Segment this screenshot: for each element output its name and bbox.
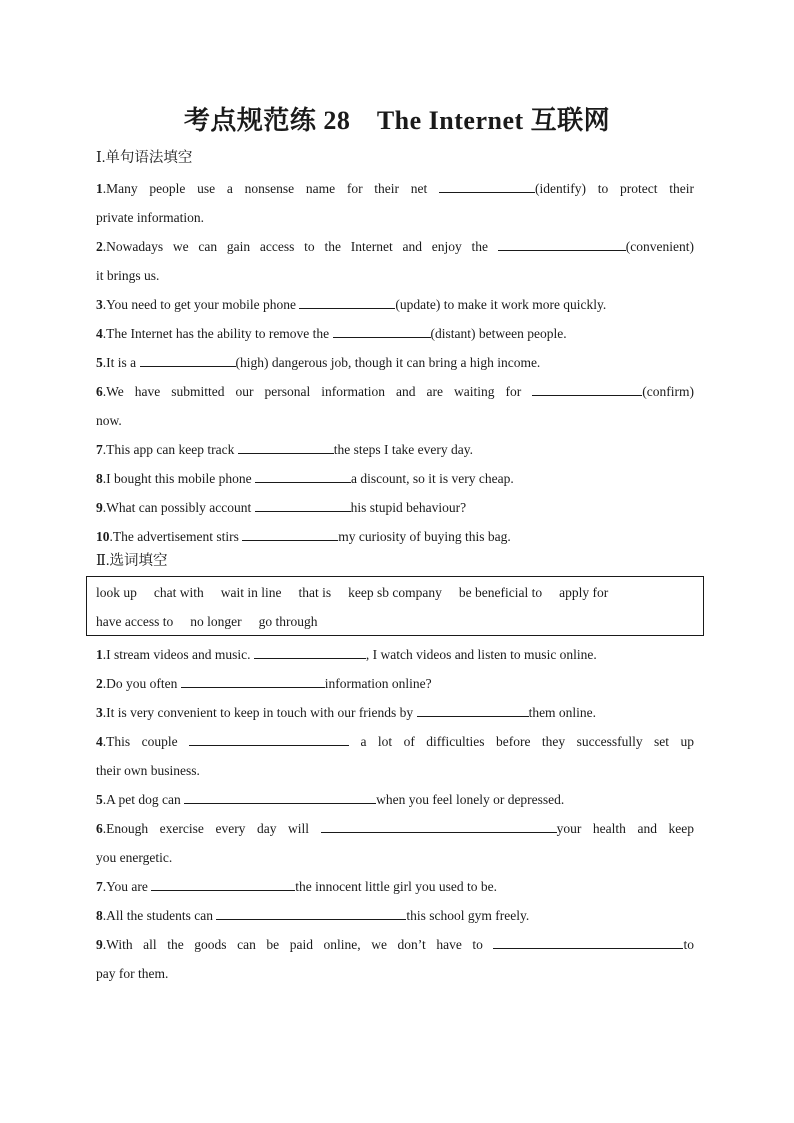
exercise-number: 6: [96, 821, 103, 836]
answer-blank[interactable]: [532, 378, 642, 396]
exercise-text: .What can possibly account: [102, 500, 255, 515]
exercise-text: .I stream videos and music.: [102, 647, 254, 662]
exercise-number: 1: [96, 181, 103, 196]
exercise-number: 7: [96, 879, 103, 894]
word-bank-row: [96, 606, 694, 635]
exercise-text: .This couple: [102, 734, 190, 749]
word-bank-phrase: wait in line: [220, 585, 282, 600]
fill-3-line: [96, 698, 694, 727]
word-bank-box: [86, 576, 704, 636]
exercise-3-line: [96, 290, 694, 319]
word-bank-phrase: look up: [96, 585, 137, 600]
exercise-text: .It is very convenient to keep in touch with our friends by: [102, 705, 417, 720]
exercise-number: 10: [96, 529, 110, 544]
exercise-number: 2: [96, 239, 103, 254]
fill-2-line: [96, 669, 694, 698]
exercise-number: 7: [96, 442, 103, 457]
answer-blank[interactable]: [151, 873, 295, 891]
fill-6-line: [96, 814, 694, 843]
exercise-number: 3: [96, 705, 103, 720]
exercise-text: .This app can keep track: [102, 442, 238, 457]
exercise-text: .Nowadays we can gain access to the Internet and enjoy the: [102, 239, 498, 254]
word-bank-phrase: no longer: [190, 614, 242, 629]
exercise-number: 3: [96, 297, 103, 312]
answer-blank[interactable]: [333, 320, 431, 338]
word-bank-phrase: go through: [258, 614, 318, 629]
exercise-number: 2: [96, 676, 103, 691]
exercise-text: them online.: [528, 705, 597, 720]
exercise-text: the steps I take every day.: [333, 442, 474, 457]
exercise-9-line: [96, 493, 694, 522]
exercise-2-line: [96, 232, 694, 261]
exercise-text: his stupid behaviour?: [350, 500, 467, 515]
fill-4-line: [96, 727, 694, 756]
answer-blank[interactable]: [498, 233, 626, 251]
exercise-text: , I watch videos and listen to music online.: [365, 647, 597, 662]
exercise-text: (high) dangerous job, though it can bring a high income.: [235, 355, 541, 370]
answer-blank[interactable]: [417, 699, 529, 717]
exercise-text: .We have submitted our personal information and are waiting for: [102, 384, 533, 399]
exercise-text: the innocent little girl you used to be.: [295, 879, 497, 894]
exercise-text: (identify) to protect their: [535, 181, 694, 196]
exercise-number: 6: [96, 384, 103, 399]
exercise-number: 8: [96, 471, 103, 486]
exercise-number: 5: [96, 355, 103, 370]
section-1-heading: Ⅰ.单句语法填空: [96, 150, 193, 166]
answer-blank[interactable]: [299, 291, 395, 309]
section-2-exercises: [96, 640, 694, 988]
exercise-text: when you feel lonely or depressed.: [376, 792, 565, 807]
exercise-number: 8: [96, 908, 103, 923]
fill-9-line: [96, 930, 694, 959]
answer-blank[interactable]: [184, 786, 376, 804]
exercise-text: this school gym freely.: [406, 908, 530, 923]
exercise-number: 9: [96, 937, 103, 952]
word-bank-phrase: chat with: [153, 585, 204, 600]
answer-blank[interactable]: [255, 494, 351, 512]
exercise-text: .A pet dog can: [102, 792, 185, 807]
section-1-exercises: [96, 174, 694, 551]
answer-blank[interactable]: [140, 349, 236, 367]
exercise-text: (update) to make it work more quickly.: [395, 297, 607, 312]
exercise-number: 5: [96, 792, 103, 807]
answer-blank[interactable]: [181, 670, 325, 688]
answer-blank[interactable]: [255, 465, 351, 483]
exercise-text: to: [683, 937, 694, 952]
exercise-text: .You need to get your mobile phone: [102, 297, 300, 312]
exercise-10-line: [96, 522, 694, 551]
exercise-text: .Many people use a nonsense name for their net: [102, 181, 440, 196]
section-2-heading: Ⅱ.选词填空: [96, 553, 168, 569]
exercise-1-cont: private information.: [96, 210, 204, 225]
exercise-8-line: [96, 464, 694, 493]
fill-4-cont: their own business.: [96, 763, 200, 778]
word-bank-phrase: keep sb company: [348, 585, 442, 600]
exercise-text: .With all the goods can be paid online, we don’t have to: [102, 937, 494, 952]
exercise-text: information online?: [324, 676, 432, 691]
answer-blank[interactable]: [493, 931, 683, 949]
word-bank-phrase: be beneficial to: [458, 585, 543, 600]
exercise-text: .You are: [102, 879, 152, 894]
exercise-text: a lot of difficulties before they successfully set up: [349, 734, 694, 749]
fill-1-line: [96, 640, 694, 669]
exercise-4-line: [96, 319, 694, 348]
answer-blank[interactable]: [321, 815, 557, 833]
exercise-text: (confirm): [642, 384, 694, 399]
exercise-1-line: [96, 174, 694, 203]
word-bank-phrase: have access to: [96, 614, 174, 629]
exercise-7-line: [96, 435, 694, 464]
fill-6-cont: you energetic.: [96, 850, 173, 865]
exercise-text: .All the students can: [102, 908, 217, 923]
fill-7-line: [96, 872, 694, 901]
exercise-number: 4: [96, 326, 103, 341]
exercise-text: .The advertisement stirs: [109, 529, 243, 544]
page-title: 考点规范练 28 The Internet 互联网: [183, 106, 611, 135]
exercise-number: 9: [96, 500, 103, 515]
fill-8-line: [96, 901, 694, 930]
exercise-text: .Enough exercise every day will: [102, 821, 321, 836]
exercise-text: (convenient): [625, 239, 694, 254]
answer-blank[interactable]: [189, 728, 349, 746]
exercise-text: a discount, so it is very cheap.: [351, 471, 514, 486]
word-bank-phrase: that is: [298, 585, 332, 600]
exercise-text: .It is a: [102, 355, 140, 370]
answer-blank[interactable]: [254, 641, 366, 659]
exercise-text: .I bought this mobile phone: [102, 471, 255, 486]
word-bank-row: [96, 577, 694, 606]
answer-blank[interactable]: [238, 436, 334, 454]
word-bank-phrase: apply for: [559, 585, 609, 600]
exercise-text: (distant) between people.: [430, 326, 567, 341]
exercise-text: my curiosity of buying this bag.: [338, 529, 511, 544]
exercise-text: .Do you often: [102, 676, 181, 691]
answer-blank[interactable]: [439, 175, 535, 193]
exercise-text: .The Internet has the ability to remove the: [102, 326, 333, 341]
exercise-6-cont: now.: [96, 413, 122, 428]
answer-blank[interactable]: [216, 902, 406, 920]
exercise-6-line: [96, 377, 694, 406]
exercise-2-cont: it brings us.: [96, 268, 160, 283]
fill-9-cont: pay for them.: [96, 966, 169, 981]
answer-blank[interactable]: [242, 523, 338, 541]
exercise-number: 4: [96, 734, 103, 749]
exercise-number: 1: [96, 647, 103, 662]
exercise-text: your health and keep: [556, 821, 694, 836]
exercise-5-line: [96, 348, 694, 377]
fill-5-line: [96, 785, 694, 814]
